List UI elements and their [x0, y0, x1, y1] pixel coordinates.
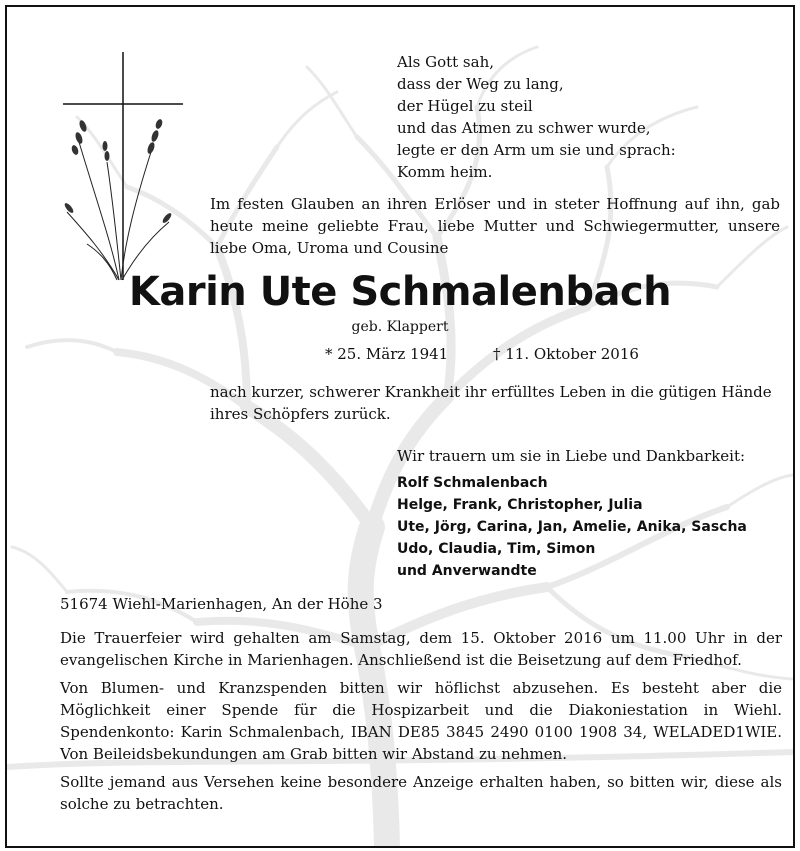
- family-line: und Anverwandte: [397, 563, 537, 579]
- poem-line: dass der Weg zu lang,: [397, 75, 564, 93]
- poem-line: und das Atmen zu schwer wurde,: [397, 119, 651, 137]
- family-list: [397, 472, 747, 582]
- passing-text: nach kurzer, schwerer Krankheit ihr erfülltes Leben in die gütigen Hände ihres Schöpfers zurück.: [210, 383, 772, 423]
- intro-text: Im festen Glauben an ihren Erlöser und in steter Hoffnung auf ihn, gab heute meine geliebte Frau, liebe Mutter und Schwiegermutter, unsere liebe Oma, Uroma und Cousine: [210, 195, 780, 257]
- mourning-line: Wir trauern um sie in Liebe und Dankbarkeit:: [397, 447, 746, 465]
- poem-line: Komm heim.: [397, 163, 493, 181]
- obituary-content: [7, 7, 793, 846]
- life-dates: [325, 345, 639, 363]
- family-line: Udo, Claudia, Tim, Simon: [397, 541, 596, 557]
- funeral-note: Die Trauerfeier wird gehalten am Samstag, dem 15. Oktober 2016 um 11.00 Uhr in der evangelischen Kirche in Marienhagen. Anschließend ist die Beisetzung auf dem Friedhof.: [60, 629, 782, 669]
- obituary-card: [5, 5, 795, 848]
- donation-note: Von Blumen- und Kranzspenden bitten wir höflichst abzusehen. Es besteht aber die Möglichkeit einer Spende für die Hospizarbeit und die Diakoniestation in Wiehl. Spendenkonto: Karin Schmalenbach, IBAN DE85 3845 2490 0100 1908 34, WELADED1WIE. Von Beileidsbekundungen am Grab bitten wir Abstand zu nehmen.: [60, 679, 782, 763]
- family-line: Ute, Jörg, Carina, Jan, Amelie, Anika, Sascha: [397, 519, 747, 535]
- poem-line: legte er den Arm um sie und sprach:: [397, 141, 676, 159]
- birth-name: geb. Klappert: [351, 319, 449, 335]
- cross-with-wheat-icon: [59, 52, 189, 282]
- poem-line: Als Gott sah,: [397, 53, 495, 71]
- address: 51674 Wiehl-Marienhagen, An der Höhe 3: [60, 595, 383, 613]
- notes: [60, 627, 782, 821]
- poem: [397, 51, 676, 183]
- family-line: Helge, Frank, Christopher, Julia: [397, 497, 643, 513]
- family-line: Rolf Schmalenbach: [397, 475, 548, 491]
- birth-date: * 25. März 1941: [325, 345, 449, 363]
- poem-line: der Hügel zu steil: [397, 97, 533, 115]
- deceased-name: Karin Ute Schmalenbach: [128, 269, 672, 315]
- notice-note: Sollte jemand aus Versehen keine besondere Anzeige erhalten haben, so bitten wir, diese als solche zu betrachten.: [60, 773, 782, 813]
- death-date: † 11. Oktober 2016: [493, 345, 639, 363]
